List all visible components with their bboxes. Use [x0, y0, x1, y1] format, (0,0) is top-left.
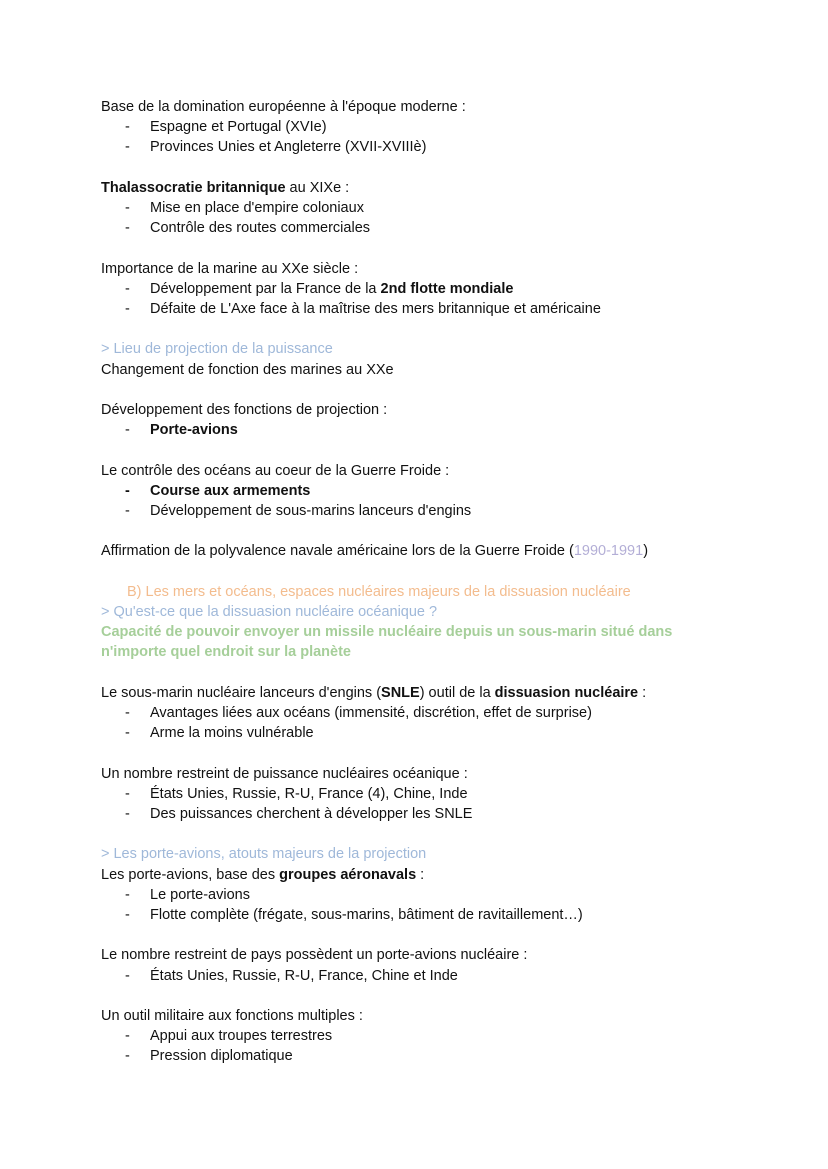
list-item: - Mise en place d'empire coloniaux: [101, 198, 761, 218]
bullet-dash: -: [125, 301, 130, 317]
bullet-dash: -: [125, 967, 130, 984]
list-item: - Espagne et Portugal (XVIe): [101, 117, 761, 137]
list-item: - Des puissances cherchent à développer les SNLE: [101, 804, 761, 824]
list-item: - Arme la moins vulnérable: [101, 723, 761, 743]
section-intro-modern-era: Base de la domination européenne à l'époque moderne :: [101, 99, 466, 115]
bullet-dash: -: [125, 886, 130, 903]
list-item: - Appui aux troupes terrestres: [101, 1026, 761, 1046]
list-item: - Défaite de L'Axe face à la maîtrise des mers britannique et américaine: [101, 299, 761, 319]
bullet-dash: -: [125, 502, 130, 519]
list-item: - Développement de sous-marins lanceurs d'engins: [101, 501, 761, 521]
subheading-projection: > Lieu de projection de la puissance: [101, 341, 333, 358]
document-page: [101, 97, 761, 1067]
section-intro-snle: Le sous-marin nucléaire lanceurs d'engins (SNLE) outil de la dissuasion nucléaire :: [101, 684, 647, 701]
paragraph-function-change: Changement de fonction des marines au XXe: [101, 361, 394, 378]
bullet-dash: -: [125, 725, 130, 742]
bullet-dash: -: [125, 119, 130, 136]
section-intro-thalassocracy: Thalassocratie britannique au XIXe :: [101, 179, 350, 196]
paragraph-naval-polyvalence: Affirmation de la polyvalence navale américaine lors de la Guerre Froide (1990-1991): [101, 543, 649, 560]
bullet-dash: -: [125, 482, 130, 499]
list-item: - Flotte complète (frégate, sous-marins, bâtiment de ravitaillement…): [101, 905, 761, 925]
bullet-dash: -: [125, 1028, 130, 1045]
bullet-dash: -: [125, 200, 130, 216]
bullet-dash: -: [125, 805, 130, 822]
section-intro-nuclear-carriers: Le nombre restreint de pays possèdent un porte-avions nucléaire :: [101, 947, 528, 964]
bullet-dash: -: [125, 906, 130, 923]
answer-nuclear-deterrence: Capacité de pouvoir envoyer un missile nucléaire depuis un sous-marin situé dans n'importe quel endroit sur la planète: [101, 624, 673, 661]
list-item: - Course aux armements: [101, 481, 761, 501]
list-item: - Porte-avions: [101, 420, 761, 440]
bullet-dash: -: [125, 785, 130, 802]
section-heading-b: B) Les mers et océans, espaces nucléaires majeurs de la dissuasion nucléaire: [127, 583, 631, 600]
list-item: - Développement par la France de la 2nd flotte mondiale: [101, 279, 761, 299]
section-intro-navy-20th: Importance de la marine au XXe siècle :: [101, 260, 359, 277]
section-intro-carrier-groups: Les porte-avions, base des groupes aéronavals :: [101, 866, 425, 883]
section-intro-military-tool: Un outil militaire aux fonctions multiples :: [101, 1007, 363, 1024]
date-range: 1990-1991: [573, 543, 644, 560]
section-intro-projection: Développement des fonctions de projection :: [101, 401, 388, 418]
list-item: - Provinces Unies et Angleterre (XVII-XVIIIè): [101, 137, 761, 157]
section-intro-nuclear-powers: Un nombre restreint de puissance nucléaires océanique :: [101, 765, 468, 782]
list-item: - Contrôle des routes commerciales: [101, 218, 761, 238]
bullet-dash: -: [125, 139, 130, 156]
list-item: - Le porte-avions: [101, 885, 761, 905]
question-nuclear-deterrence: > Qu'est-ce que la dissuasion nucléaire océanique ?: [101, 603, 438, 620]
bullet-dash: -: [125, 704, 130, 721]
bullet-dash: -: [125, 280, 130, 297]
bullet-dash: -: [125, 220, 130, 237]
section-intro-cold-war: Le contrôle des océans au coeur de la Guerre Froide :: [101, 462, 450, 479]
bullet-dash: -: [125, 422, 130, 439]
list-item: - États Unies, Russie, R-U, France, Chine et Inde: [101, 966, 761, 986]
list-item: - Avantages liées aux océans (immensité, discrétion, effet de surprise): [101, 703, 761, 723]
subheading-aircraft-carriers: > Les porte-avions, atouts majeurs de la projection: [101, 846, 427, 863]
list-item: - Pression diplomatique: [101, 1046, 761, 1066]
list-item: - États Unies, Russie, R-U, France (4), Chine, Inde: [101, 784, 761, 804]
bullet-dash: -: [125, 1048, 130, 1065]
